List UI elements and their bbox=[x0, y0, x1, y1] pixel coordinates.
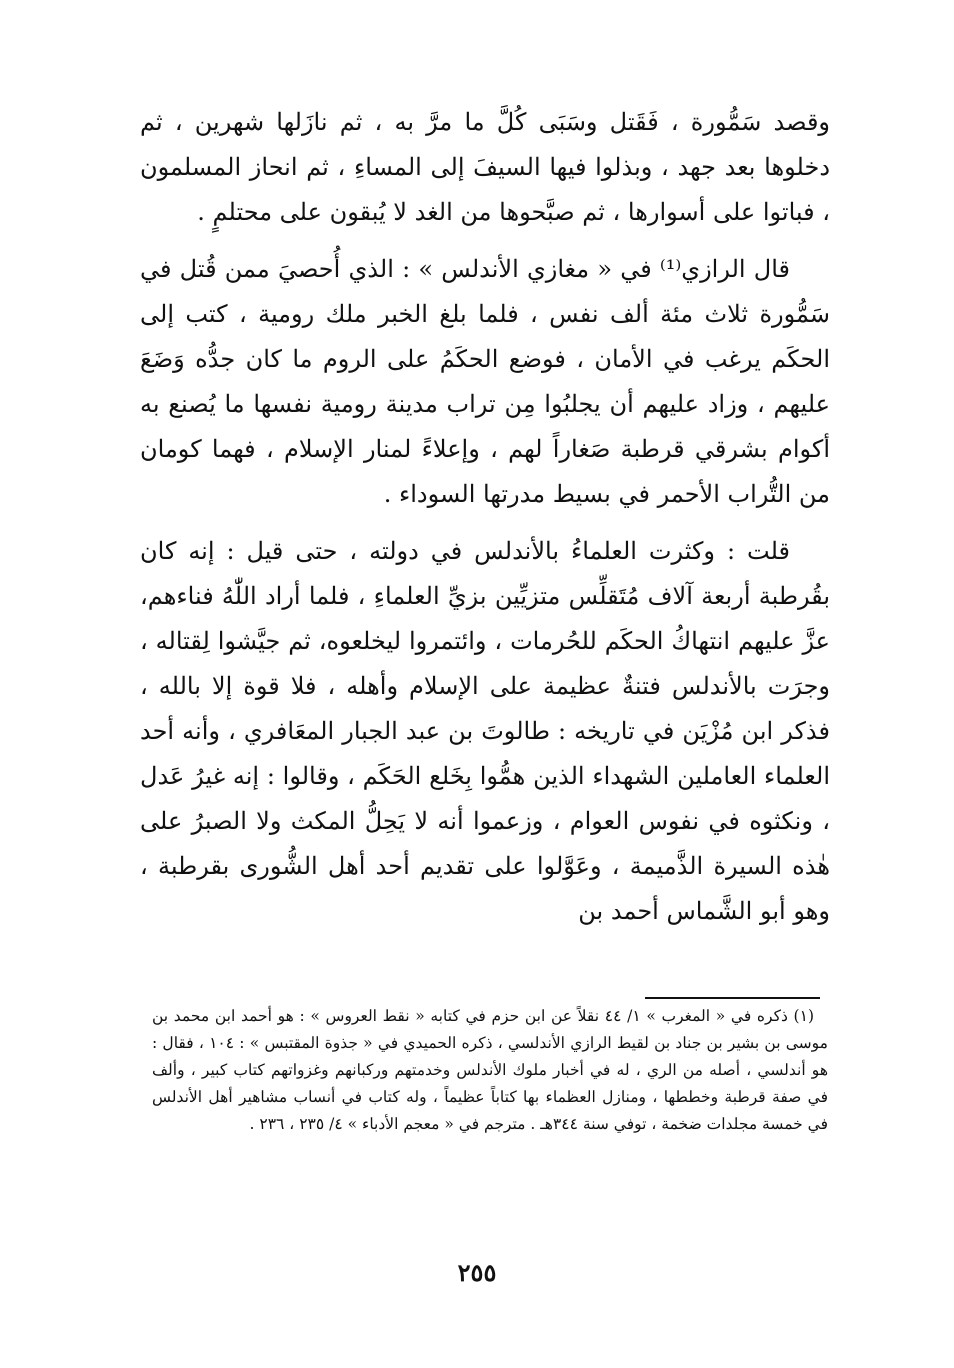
paragraph-1: وقصد سَمُّورة ، فَقَتل وسَبَى كُلَّ ما مرَّ به ، ثم نازَلها شهرين ، ثم دخلوها بعد جهد ، وبذلوا فيها السيفَ إلى المساءِ ، ثم انحاز المسلمون ، فباتوا على أسوارها ، ثم صبَّحوها من الغد لا يُبقون على محتلمٍ . bbox=[140, 108, 830, 226]
page-number: ٢٥٥ bbox=[457, 1258, 497, 1287]
paragraph-2: قال الرازي⁽¹⁾ في « مغازي الأندلس » : الذي أُحصيَ ممن قُتل في سَمُّورة ثلاث مئة ألف نفس ، فلما بلغ الخبر ملك رومية ، كتب إلى الحكَم يرغب في الأمان ، فوضع الحكَمُ على الروم ما كان جدُّه وَضَعَ عليهم ، وزاد عليهم أن يجلبُوا مِن تراب مدينة رومية نفسها ما يُصنع به أكوام بشرقي قرطبة صَغاراً لهم ، وإعلاءً لمنار الإسلام ، فهما كومان من التُّراب الأحمر في بسيط مدرتها السوداء . bbox=[140, 255, 830, 508]
footnote-text: (١) ذكره في « المغرب » ١/ ٤٤ نقلاً عن ابن حزم في كتابه « نقط العروس » : هو أحمد ابن محمد بن موسى بن بشير بن جناد بن لقيط الرازي الأندلسي ، ذكره الحميدي في « جذوة المقتبس » : ١٠٤ ، فقال : هو أندلسي ، أصله من الري ، له في أخبار ملوك الأندلس وخدمتهم وركبانهم وغزواتهم كتاب كبير ، وألف في صفة قرطبة وخططها ، ومنازل العظماء بها كتاباً عظيماً ، وله كتاب في أنساب مشاهير أهل الأندلس في خمسة مجلدات ضخمة ، توفي سنة ٣٤٤هـ . مترجم في « معجم الأدباء » ٤/ ٢٣٥ ، ٢٣٦ . bbox=[152, 1007, 828, 1133]
main-text bbox=[140, 100, 830, 946]
paragraph-3: قلت : وكثرت العلماءُ بالأندلس في دولته ، حتى قيل : إنه كان بقُرطبة أربعة آلاف مُتَقلِّس متزيِّين بزيِّ العلماءِ ، فلما أراد اللّٰهُ فناءهم، عزَّ عليهم انتهاكُ الحكَم للحُرمات ، وائتمروا ليخلعوه، ثم جيَّشوا لِقتاله ، وجرَت بالأندلس فتنةٌ عظيمة على الإسلام وأهله ، فلا قوة إلا بالله ، فذكر ابن مُزْيَن في تاريخه : طالوتَ بن عبد الجبار المعَافري ، وأنه أحد العلماء العاملين الشهداء الذين همُّوا بِخَلع الحَكَم ، وقالوا : إنه غيرُ عَدل ، ونكثوه في نفوس العوام ، وزعموا أنه لا يَحِلُّ المكث ولا الصبرُ على هٰذه السيرة الذَّميمة ، وعَوَّلوا على تقديم أحد أهل الشُّورى بقرطبة ، وهو أبو الشَّماس أحمد بن bbox=[140, 537, 831, 925]
footnote bbox=[152, 1003, 828, 1138]
footnote-separator bbox=[645, 997, 820, 999]
